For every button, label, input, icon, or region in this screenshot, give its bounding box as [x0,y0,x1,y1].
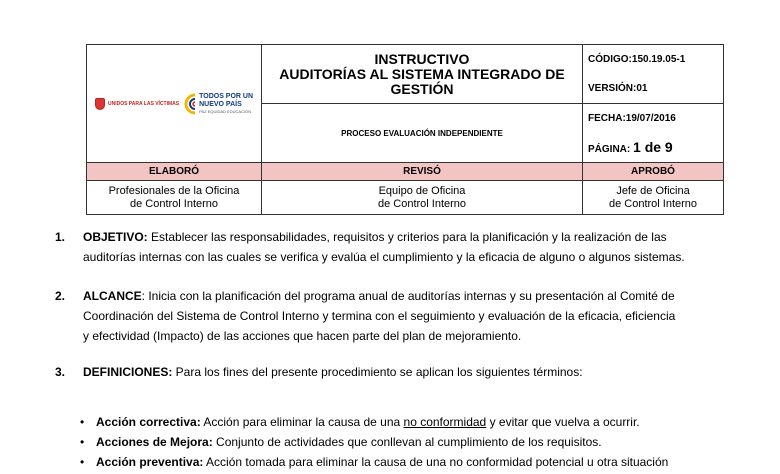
process-cell [262,104,583,163]
reviso-label: REVISÓ [262,163,583,181]
bullet-icon: • [80,455,85,469]
doc-title-line: AUDITORÍAS AL SISTEMA INTEGRADO DE [279,65,565,82]
nuevo-pais-logo: TODOS POR UN NUEVO PAÍS PAZ EQUIDAD EDUCACIÓN [183,93,253,115]
list-item: • Acción correctiva: Acción para eliminar la causa de una no conformidad y evitar que vuelva a ocurrir. [80,412,760,432]
section-title: ALCANCE [83,289,142,303]
version-field: VERSIÓN:01 [588,83,648,94]
page-field: PÁGINA: 1 de 9 [588,139,673,155]
section-definiciones: 3. DEFINICIONES: Para los fines del presente procedimiento se aplican los siguientes términos: [55,362,735,382]
shield-icon [95,98,105,110]
reviso-value: Equipo de Oficina de Control Interno [262,181,583,215]
definitions-list [80,412,760,472]
page-number: 1 de 9 [633,139,673,155]
document-header-table [86,44,724,215]
victims-logo: UNIDOS PARA LAS VÍCTIMAS [95,98,179,110]
nuevo-pais-emblem-icon [183,93,197,115]
doc-type: INSTRUCTIVO [374,50,470,67]
aprobo-label: APROBÓ [583,163,724,181]
codes-cell [583,45,724,104]
section-number: 3. [55,365,66,379]
section-objetivo: 1. OBJETIVO: Establecer las responsabilidades, requisitos y criterios para la planificación y la realización de las auditorías internas con las cuales se verifica y evalúa el cumplimiento y la eficacia de alguno o algunos sistemas. [55,227,735,267]
process-name: PROCESO EVALUACIÓN INDEPENDIENTE [341,128,503,138]
section-number: 1. [55,230,66,244]
list-item: • Acción preventiva: Acción tomada para eliminar la causa de una no conformidad potencial u otra situación [80,452,760,472]
aprobo-value: Jefe de Oficina de Control Interno [583,181,724,215]
logo-cell [87,45,262,163]
document-title-cell [262,45,583,104]
bullet-icon: • [80,415,85,429]
section-alcance: 2. ALCANCE: Inicia con la planificación del programa anual de auditorías internas y su presentación al Comité de Coordinación del Sistema de Control Interno y termina con el seguimiento y evaluación de la eficacia, eficiencia y efectividad (Impacto) de las acciones que hacen parte del plan de mejoramiento. [55,286,735,346]
bullet-icon: • [80,435,85,449]
date-page-cell [583,104,724,163]
elaboro-label: ELABORÓ [87,163,262,181]
no-conformidad-link[interactable]: no conformidad [403,415,487,429]
date-field: FECHA:19/07/2016 [588,113,676,124]
section-title: DEFINICIONES: [83,365,173,379]
section-number: 2. [55,289,66,303]
code-field: CÓDIGO:150.19.05-1 [588,54,686,65]
elaboro-value: Profesionales de la Oficina de Control Interno [87,181,262,215]
list-item: • Acciones de Mejora: Conjunto de actividades que conllevan al cumplimiento de los requisitos. [80,432,760,452]
doc-title-line: GESTIÓN [390,80,454,97]
section-title: OBJETIVO: [83,230,148,244]
